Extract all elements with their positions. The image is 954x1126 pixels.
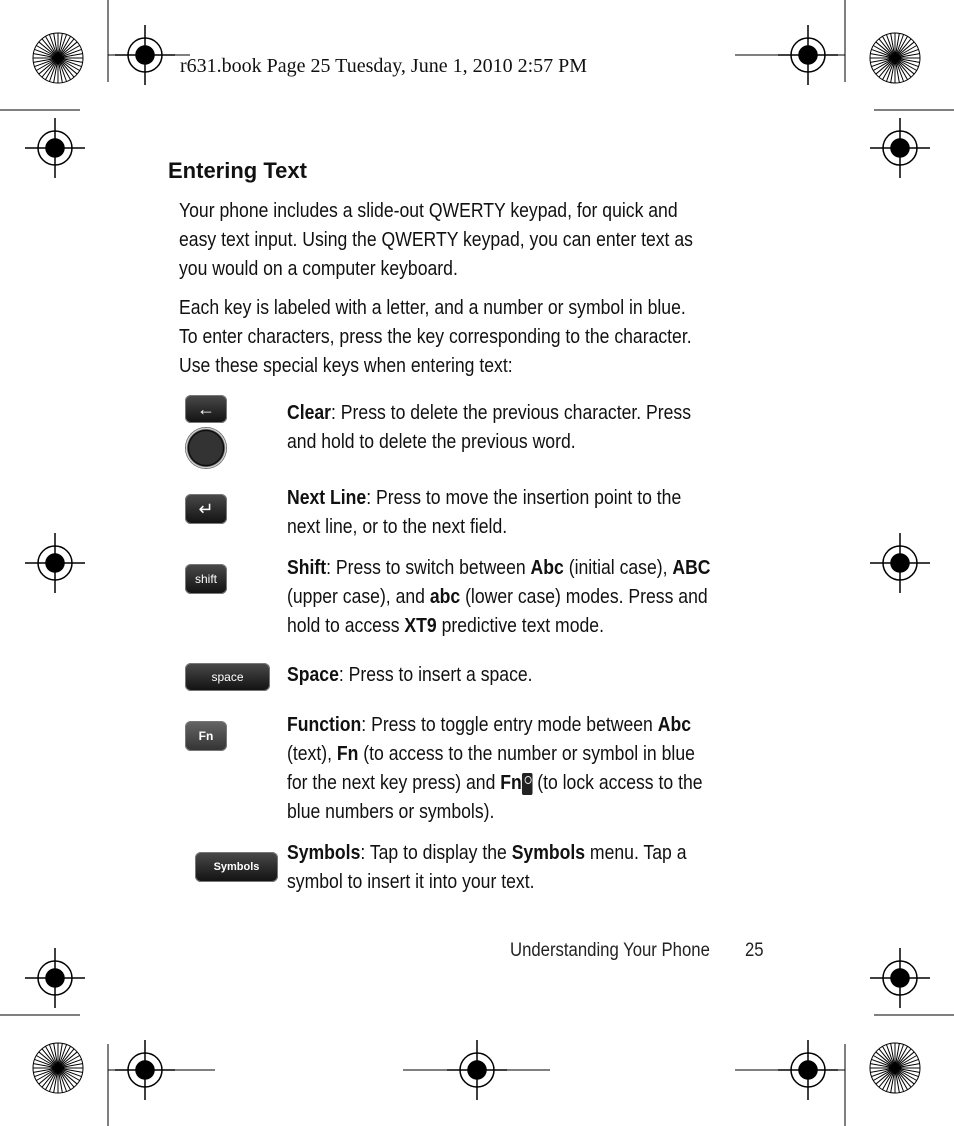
space-description: Space: Press to insert a space. (287, 664, 533, 686)
space-key-icon: space (185, 663, 270, 691)
keys-paragraph: Each key is labeled with a letter, and a number or symbol in blue. To enter characters, press the key corresponding to the character. Use these special keys when entering text: (179, 297, 692, 377)
fn-key-icon: Fn (185, 721, 227, 751)
next-line-key-icon: ↵ (185, 494, 227, 524)
symbols-description: Symbols: Tap to display the Symbols menu. Tap a symbol to insert it into your text. (287, 842, 687, 893)
print-header: r631.book Page 25 Tuesday, June 1, 2010 2:57 PM (180, 55, 588, 77)
next-line-description: Next Line: Press to move the insertion point to the next line, or to the next field. (287, 487, 682, 538)
clear-description: Clear: Press to delete the previous character. Press and hold to delete the previous word. (287, 402, 692, 453)
function-description: Function: Press to toggle entry mode between Abc (text), Fn (to access to the number or symbol in blue for the next key press) and Fn (to lock access to the blue numbers or symbols). (287, 714, 703, 823)
back-key-icon (185, 427, 227, 469)
symbols-key-icon: Symbols (195, 852, 278, 882)
page-number: 25 (745, 940, 764, 961)
clear-key-icon: ← (185, 395, 227, 423)
intro-paragraph: Your phone includes a slide-out QWERTY keypad, for quick and easy text input. Using the QWERTY keypad, you can enter text as you would on a computer keyboard. (179, 200, 693, 280)
section-title: Entering Text (168, 158, 307, 183)
footer-section: Understanding Your Phone (510, 940, 710, 961)
fn-lock-icon (522, 773, 533, 795)
shift-description: Shift: Press to switch between Abc (initial case), ABC (upper case), and abc (lower case) modes. Press and hold to access XT9 predictive text mode. (287, 557, 711, 637)
shift-key-icon: shift (185, 564, 227, 594)
